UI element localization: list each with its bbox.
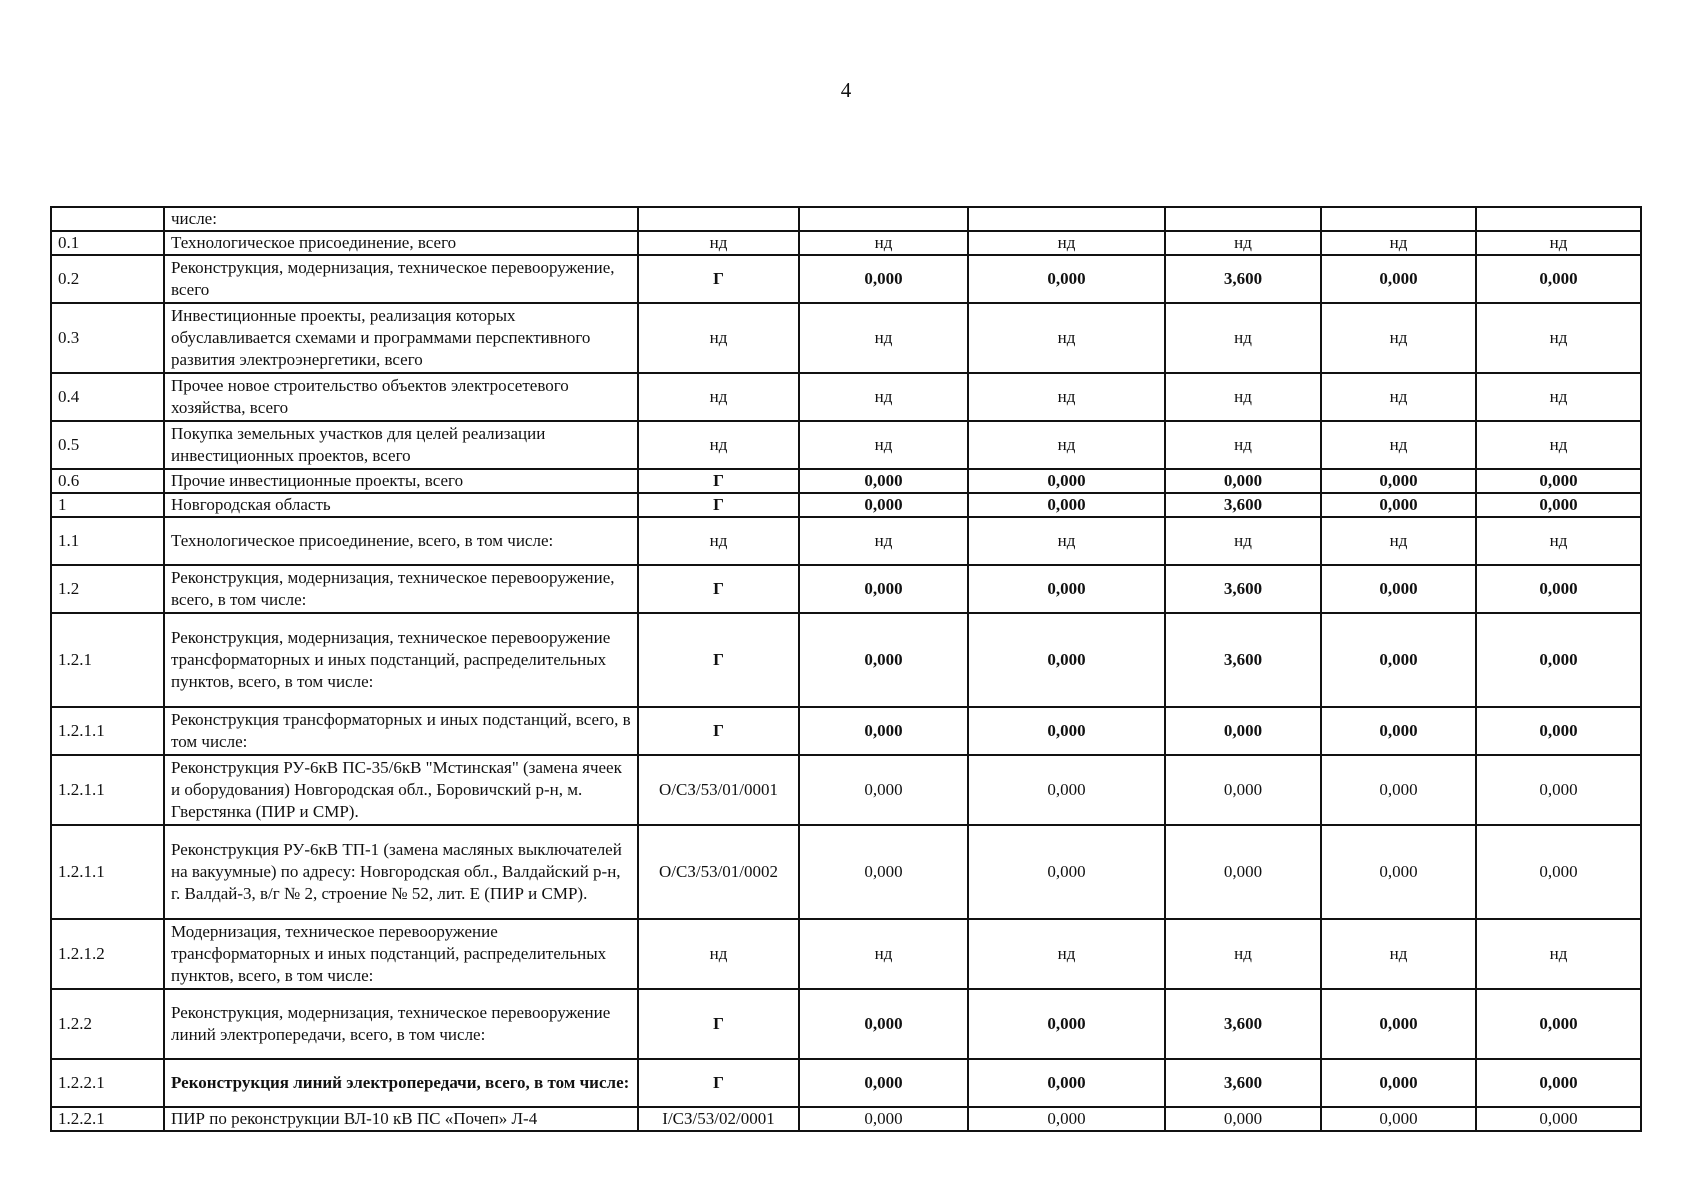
value-cell-5: нд: [1476, 303, 1641, 373]
value-cell-3: нд: [1165, 919, 1321, 989]
value-cell-1: 0,000: [799, 825, 968, 919]
row-name-cell: Реконструкция, модернизация, техническое перевооружение трансформаторных и иных подстанций, распределительных пунктов, всего, в том числе:: [164, 613, 638, 707]
value-cell-1: 0,000: [799, 565, 968, 613]
value-cell-4: 0,000: [1321, 469, 1476, 493]
value-cell-2: 0,000: [968, 493, 1165, 517]
value-cell-4: нд: [1321, 303, 1476, 373]
row-name-cell: Реконструкция РУ-6кВ ПС-35/6кВ "Мстинская" (замена ячеек и оборудования) Новгородская обл., Боровичский р-н, м. Гверстянка (ПИР и СМР).: [164, 755, 638, 825]
row-number-cell: 1.2.1.2: [51, 919, 164, 989]
row-name-cell: Инвестиционные проекты, реализация которых обуславливается схемами и программами перспективного развития электроэнергетики, всего: [164, 303, 638, 373]
row-code-cell: нд: [638, 303, 799, 373]
row-number-cell: 0.4: [51, 373, 164, 421]
value-cell-3: 3,600: [1165, 1059, 1321, 1107]
value-cell-3: 3,600: [1165, 493, 1321, 517]
table-row: [51, 231, 1641, 255]
value-cell-2: 0,000: [968, 1059, 1165, 1107]
row-number-cell: 0.1: [51, 231, 164, 255]
row-number-cell: 1.2.2.1: [51, 1059, 164, 1107]
table-row: [51, 755, 1641, 825]
value-cell-1: 0,000: [799, 493, 968, 517]
table-row: [51, 207, 1641, 231]
value-cell-1: 0,000: [799, 469, 968, 493]
table-row: [51, 517, 1641, 565]
row-code-cell: Г: [638, 707, 799, 755]
value-cell-4: нд: [1321, 373, 1476, 421]
row-code-cell: нд: [638, 231, 799, 255]
row-number-cell: 1.2: [51, 565, 164, 613]
table-row: [51, 565, 1641, 613]
row-code-cell: [638, 207, 799, 231]
row-name-cell: числе:: [164, 207, 638, 231]
value-cell-5: 0,000: [1476, 469, 1641, 493]
value-cell-4: 0,000: [1321, 493, 1476, 517]
value-cell-2: 0,000: [968, 255, 1165, 303]
row-number-cell: 1: [51, 493, 164, 517]
value-cell-2: 0,000: [968, 707, 1165, 755]
row-name-cell: Новгородская область: [164, 493, 638, 517]
table-row: [51, 303, 1641, 373]
row-number-cell: [51, 207, 164, 231]
row-code-cell: Г: [638, 565, 799, 613]
value-cell-4: нд: [1321, 517, 1476, 565]
value-cell-1: нд: [799, 231, 968, 255]
row-code-cell: Г: [638, 469, 799, 493]
value-cell-1: нд: [799, 421, 968, 469]
value-cell-3: нд: [1165, 303, 1321, 373]
value-cell-5: [1476, 207, 1641, 231]
value-cell-3: нд: [1165, 373, 1321, 421]
value-cell-5: 0,000: [1476, 1107, 1641, 1131]
value-cell-5: нд: [1476, 373, 1641, 421]
value-cell-4: нд: [1321, 421, 1476, 469]
value-cell-3: нд: [1165, 517, 1321, 565]
value-cell-2: 0,000: [968, 825, 1165, 919]
row-code-cell: О/СЗ/53/01/0001: [638, 755, 799, 825]
value-cell-3: 3,600: [1165, 565, 1321, 613]
table-row: [51, 919, 1641, 989]
value-cell-4: 0,000: [1321, 755, 1476, 825]
row-name-cell: Реконструкция РУ-6кВ ТП-1 (замена масляных выключателей на вакуумные) по адресу: Новгородская обл., Валдайский р-н, г. Валдай-3, в/г № 2, строение № 52, лит. Е (ПИР и СМР).: [164, 825, 638, 919]
row-number-cell: 1.2.2: [51, 989, 164, 1059]
investment-program-table: [50, 206, 1642, 1132]
value-cell-1: 0,000: [799, 755, 968, 825]
value-cell-4: 0,000: [1321, 1107, 1476, 1131]
value-cell-1: нд: [799, 373, 968, 421]
value-cell-4: 0,000: [1321, 255, 1476, 303]
row-number-cell: 1.2.1.1: [51, 707, 164, 755]
table-row: [51, 373, 1641, 421]
table-row: [51, 989, 1641, 1059]
value-cell-3: 0,000: [1165, 469, 1321, 493]
value-cell-3: [1165, 207, 1321, 231]
value-cell-1: 0,000: [799, 989, 968, 1059]
value-cell-4: 0,000: [1321, 613, 1476, 707]
value-cell-4: 0,000: [1321, 825, 1476, 919]
row-name-cell: Реконструкция, модернизация, техническое перевооружение линий электропередачи, всего, в том числе:: [164, 989, 638, 1059]
row-name-cell: Прочее новое строительство объектов электросетевого хозяйства, всего: [164, 373, 638, 421]
row-number-cell: 1.2.1.1: [51, 755, 164, 825]
value-cell-3: 0,000: [1165, 825, 1321, 919]
value-cell-2: нд: [968, 373, 1165, 421]
value-cell-2: 0,000: [968, 1107, 1165, 1131]
table-row: [51, 825, 1641, 919]
value-cell-3: нд: [1165, 231, 1321, 255]
value-cell-1: 0,000: [799, 1059, 968, 1107]
value-cell-3: 3,600: [1165, 255, 1321, 303]
value-cell-1: [799, 207, 968, 231]
value-cell-1: нд: [799, 517, 968, 565]
row-name-cell: Реконструкция линий электропередачи, всего, в том числе:: [164, 1059, 638, 1107]
page-number: 4: [840, 78, 852, 102]
value-cell-5: нд: [1476, 919, 1641, 989]
value-cell-4: [1321, 207, 1476, 231]
value-cell-5: нд: [1476, 517, 1641, 565]
row-name-cell: Технологическое присоединение, всего, в том числе:: [164, 517, 638, 565]
value-cell-1: 0,000: [799, 255, 968, 303]
table-row: [51, 469, 1641, 493]
value-cell-1: 0,000: [799, 613, 968, 707]
row-code-cell: Г: [638, 255, 799, 303]
table-row: [51, 255, 1641, 303]
value-cell-2: нд: [968, 421, 1165, 469]
row-code-cell: Г: [638, 613, 799, 707]
value-cell-5: 0,000: [1476, 825, 1641, 919]
row-number-cell: 1.2.1.1: [51, 825, 164, 919]
row-name-cell: Реконструкция, модернизация, техническое перевооружение, всего: [164, 255, 638, 303]
value-cell-3: 0,000: [1165, 1107, 1321, 1131]
table-row: [51, 1059, 1641, 1107]
value-cell-1: 0,000: [799, 1107, 968, 1131]
value-cell-2: 0,000: [968, 565, 1165, 613]
value-cell-5: нд: [1476, 421, 1641, 469]
value-cell-5: 0,000: [1476, 755, 1641, 825]
value-cell-3: 3,600: [1165, 989, 1321, 1059]
row-name-cell: Реконструкция, модернизация, техническое перевооружение, всего, в том числе:: [164, 565, 638, 613]
value-cell-4: нд: [1321, 231, 1476, 255]
value-cell-2: нд: [968, 231, 1165, 255]
row-code-cell: нд: [638, 919, 799, 989]
value-cell-3: нд: [1165, 421, 1321, 469]
row-code-cell: I/СЗ/53/02/0001: [638, 1107, 799, 1131]
row-code-cell: О/СЗ/53/01/0002: [638, 825, 799, 919]
row-name-cell: Технологическое присоединение, всего: [164, 231, 638, 255]
row-code-cell: нд: [638, 373, 799, 421]
value-cell-2: 0,000: [968, 989, 1165, 1059]
value-cell-1: нд: [799, 303, 968, 373]
row-number-cell: 1.1: [51, 517, 164, 565]
value-cell-5: 0,000: [1476, 1059, 1641, 1107]
table-row: [51, 493, 1641, 517]
value-cell-3: 0,000: [1165, 707, 1321, 755]
value-cell-4: 0,000: [1321, 565, 1476, 613]
value-cell-5: 0,000: [1476, 493, 1641, 517]
row-code-cell: Г: [638, 493, 799, 517]
value-cell-5: 0,000: [1476, 989, 1641, 1059]
row-code-cell: нд: [638, 421, 799, 469]
table-row: [51, 707, 1641, 755]
table-body: [51, 207, 1641, 1131]
row-code-cell: Г: [638, 1059, 799, 1107]
row-number-cell: 0.3: [51, 303, 164, 373]
table-row: [51, 421, 1641, 469]
value-cell-2: [968, 207, 1165, 231]
row-number-cell: 0.2: [51, 255, 164, 303]
value-cell-2: 0,000: [968, 469, 1165, 493]
value-cell-5: 0,000: [1476, 613, 1641, 707]
value-cell-3: 0,000: [1165, 755, 1321, 825]
row-name-cell: Покупка земельных участков для целей реализации инвестиционных проектов, всего: [164, 421, 638, 469]
row-number-cell: 0.6: [51, 469, 164, 493]
table-row: [51, 1107, 1641, 1131]
value-cell-4: нд: [1321, 919, 1476, 989]
value-cell-2: 0,000: [968, 755, 1165, 825]
value-cell-4: 0,000: [1321, 707, 1476, 755]
value-cell-5: 0,000: [1476, 255, 1641, 303]
table-row: [51, 613, 1641, 707]
row-name-cell: ПИР по реконструкции ВЛ-10 кВ ПС «Почеп» Л-4: [164, 1107, 638, 1131]
value-cell-1: 0,000: [799, 707, 968, 755]
value-cell-1: нд: [799, 919, 968, 989]
row-number-cell: 1.2.1: [51, 613, 164, 707]
value-cell-5: 0,000: [1476, 707, 1641, 755]
row-name-cell: Модернизация, техническое перевооружение трансформаторных и иных подстанций, распределительных пунктов, всего, в том числе:: [164, 919, 638, 989]
value-cell-4: 0,000: [1321, 1059, 1476, 1107]
row-number-cell: 1.2.2.1: [51, 1107, 164, 1131]
value-cell-2: нд: [968, 303, 1165, 373]
value-cell-2: нд: [968, 919, 1165, 989]
row-number-cell: 0.5: [51, 421, 164, 469]
value-cell-4: 0,000: [1321, 989, 1476, 1059]
row-code-cell: нд: [638, 517, 799, 565]
row-name-cell: Прочие инвестиционные проекты, всего: [164, 469, 638, 493]
value-cell-3: 3,600: [1165, 613, 1321, 707]
value-cell-5: нд: [1476, 231, 1641, 255]
row-name-cell: Реконструкция трансформаторных и иных подстанций, всего, в том числе:: [164, 707, 638, 755]
row-code-cell: Г: [638, 989, 799, 1059]
value-cell-5: 0,000: [1476, 565, 1641, 613]
value-cell-2: нд: [968, 517, 1165, 565]
value-cell-2: 0,000: [968, 613, 1165, 707]
